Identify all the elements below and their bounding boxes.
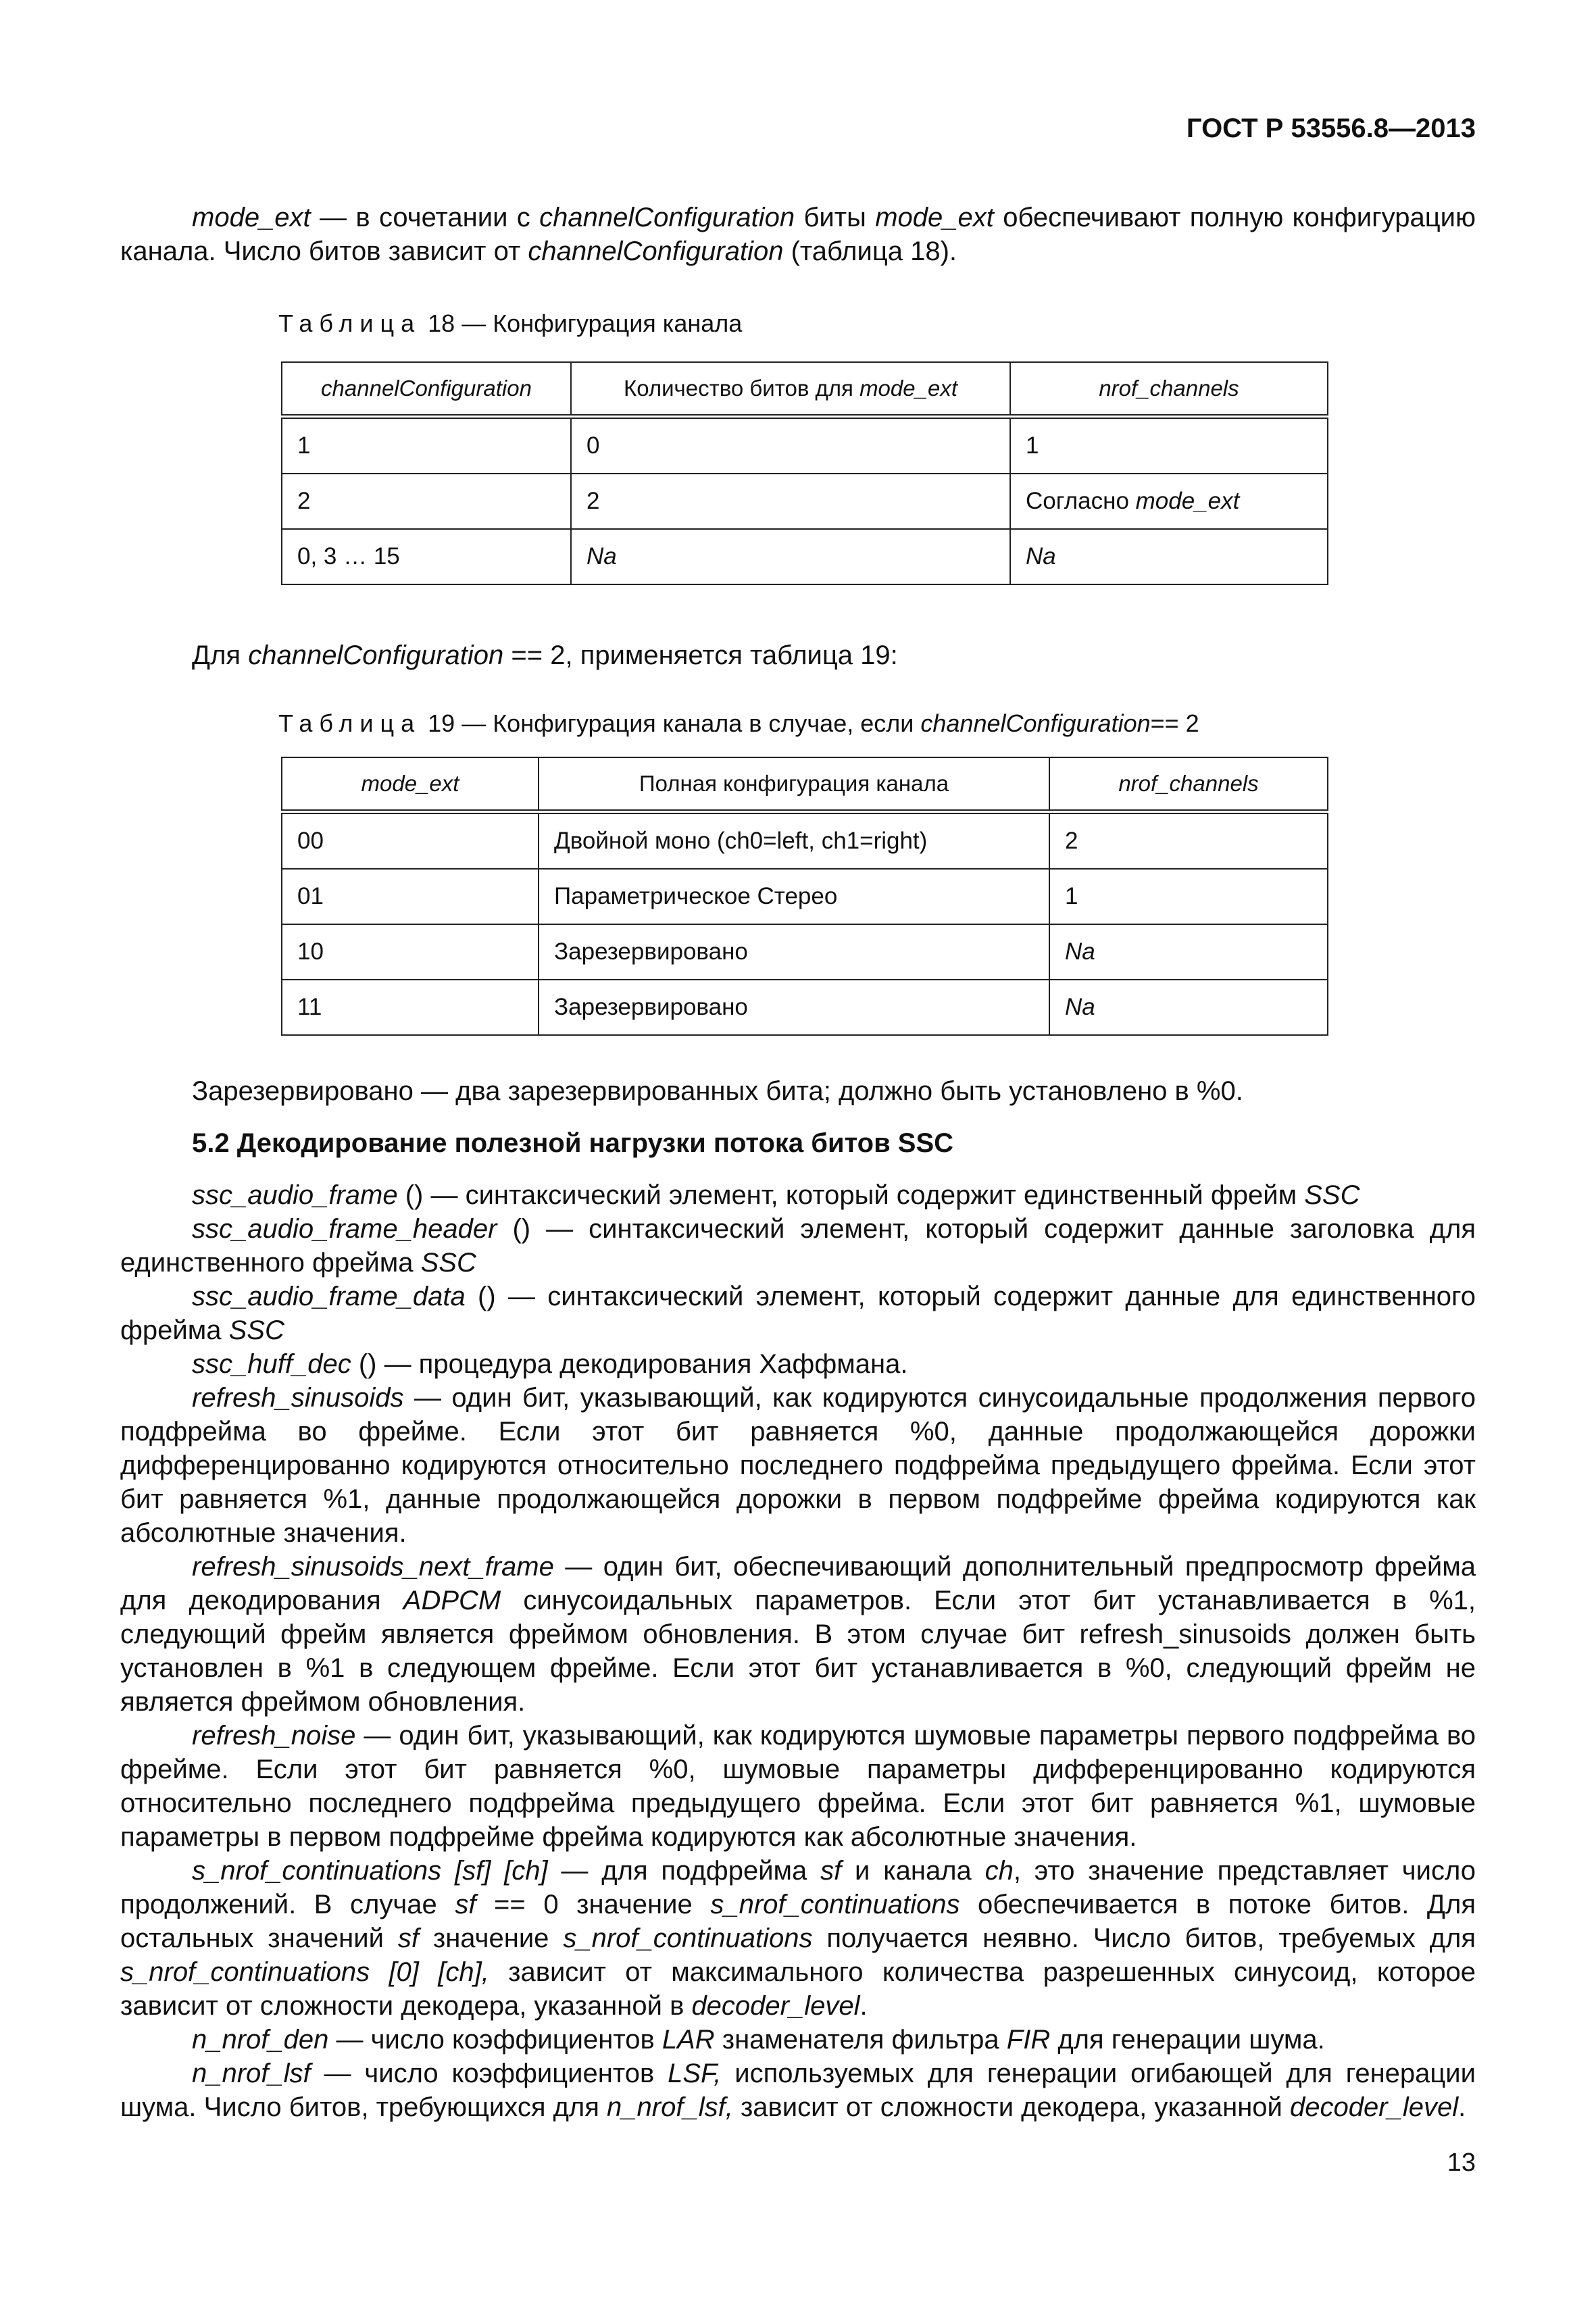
table-row — [282, 812, 1328, 870]
table-row — [282, 869, 1328, 924]
table19-header-mode-ext: mode_ext — [282, 757, 539, 812]
table19-header-nrof-channels: nrof_channels — [1049, 757, 1328, 812]
table18-header-channelconfiguration: channelConfiguration — [282, 362, 571, 417]
bridge-paragraph: Для channelConfiguration == 2, применяется таблица 19: — [192, 640, 898, 670]
table-row — [282, 980, 1328, 1035]
table18-cell: Na — [571, 529, 1010, 584]
definition-item: ssc_huff_dec () — процедура декодирования Хаффмана. — [192, 1349, 908, 1379]
table19-cell: Двойной моно (ch0=left, ch1=right) — [539, 812, 1049, 870]
document-id: ГОСТ Р 53556.8—2013 — [1186, 114, 1476, 143]
table19 — [281, 757, 1328, 1036]
table19-cell: 10 — [282, 924, 539, 980]
definition-item: refresh_sinusoids — один бит, указывающий, как кодируются синусоидальные продолжения первого подфрейма во фрейме. Если этот бит равняется %0, данные продолжающейся дорожки дифференцированно кодируются относительно последнего подфрейма предыдущего фрейма. Если этот бит равняется %1, данные продолжающейся дорожки в первом подфрейме фрейма кодируются как абсолютные значения. — [120, 1383, 1476, 1548]
table19-cell: Na — [1049, 980, 1328, 1035]
intro-paragraph: mode_ext — в сочетании с channelConfiguration биты mode_ext обеспечивают полную конфигурацию канала. Число битов зависит от channelConfiguration (таблица 18). — [120, 203, 1476, 266]
table19-cell: 2 — [1049, 812, 1328, 870]
table19-cell: 1 — [1049, 869, 1328, 924]
definition-item: n_nrof_lsf — число коэффициентов LSF, используемых для генерации огибающей для генерации шума. Число битов, требующихся для n_nrof_lsf, зависит от сложности декодера, указанной decoder_level. — [120, 2059, 1476, 2122]
table18-header-bits: Количество битов для mode_ext — [571, 362, 1010, 417]
table19-cell: 11 — [282, 980, 539, 1035]
definition-item: n_nrof_den — число коэффициентов LAR знаменателя фильтра FIR для генерации шума. — [192, 2025, 1325, 2055]
table19-header-config: Полная конфигурация канала — [539, 757, 1049, 812]
table19-caption: Таблица 19 — Конфигурация канала в случае, если channelConfiguration== 2 — [278, 709, 1199, 737]
table18-cell: 2 — [571, 474, 1010, 529]
definition-item: ssc_audio_frame () — синтаксический элемент, который содержит единственный фрейм SSC — [192, 1180, 1360, 1210]
table19-header-row — [282, 757, 1328, 812]
table19-cell: Зарезервировано — [539, 924, 1049, 980]
definition-item: refresh_noise — один бит, указывающий, как кодируются шумовые параметры первого подфрейма во фрейме. Если этот бит равняется %0, шумовые параметры дифференцированно кодируются относительно последнего подфрейма предыдущего фрейма. Если этот бит равняется %1, шумовые параметры в первом подфрейме фрейма кодируются как абсолютные значения. — [120, 1721, 1476, 1852]
table19-cell: Зарезервировано — [539, 980, 1049, 1035]
definition-item: ssc_audio_frame_header () — синтаксический элемент, который содержит данные заголовка для единственного фрейма SSC — [120, 1214, 1476, 1278]
table18-cell: 1 — [1010, 417, 1328, 474]
table18-cell: 2 — [282, 474, 571, 529]
table18-header-nrof-channels: nrof_channels — [1010, 362, 1328, 417]
table18-cell: 1 — [282, 417, 571, 474]
table18 — [281, 361, 1328, 585]
table-row — [282, 417, 1328, 474]
table-row — [282, 474, 1328, 529]
section-heading: 5.2 Декодирование полезной нагрузки потока битов SSC — [192, 1128, 954, 1158]
reserved-note: Зарезервировано — два зарезервированных бита; должно быть установлено в %0. — [192, 1076, 1243, 1106]
table18-cell: 0 — [571, 417, 1010, 474]
table18-caption: Таблица 18 — Конфигурация канала — [278, 309, 743, 337]
table18-header-row — [282, 362, 1328, 417]
table18-cell: Согласно mode_ext — [1010, 474, 1328, 529]
definitions-block — [120, 1178, 1476, 2124]
table19-cell: Na — [1049, 924, 1328, 980]
definition-item: refresh_sinusoids_next_frame — один бит, обеспечивающий дополнительный предпросмотр фрейма для декодирования ADPCM синусоидальных параметров. Если этот бит устанавливается в %1, следующий фрейм является фреймом обновления. В этом случае бит refresh_sinusoids должен быть установлен в %1 в следующем фрейме. Если этот бит устанавливается в %0, следующий фрейм не является фреймом обновления. — [120, 1552, 1476, 1717]
definition-item: ssc_audio_frame_data () — синтаксический элемент, который содержит данные для единственного фрейма SSC — [120, 1282, 1476, 1345]
table-row — [282, 924, 1328, 980]
table18-cell: 0, 3 … 15 — [282, 529, 571, 584]
definition-item: s_nrof_continuations [sf] [ch] — для подфрейма sf и канала ch, это значение представляет число продолжений. В случае sf == 0 значение s_nrof_continuations обеспечивается в потоке битов. Для остальных значений sf значение s_nrof_continuations получается неявно. Число битов, требуемых для s_nrof_continuations [0] [ch], зависит от максимального количества разрешенных синусоид, которое зависит от сложности декодера, указанной в decoder_level. — [120, 1856, 1476, 2021]
table19-cell: Параметрическое Стерео — [539, 869, 1049, 924]
table19-cell: 01 — [282, 869, 539, 924]
table19-cell: 00 — [282, 812, 539, 870]
table18-cell: Na — [1010, 529, 1328, 584]
table-row — [282, 529, 1328, 584]
page-number: 13 — [1447, 2148, 1476, 2177]
